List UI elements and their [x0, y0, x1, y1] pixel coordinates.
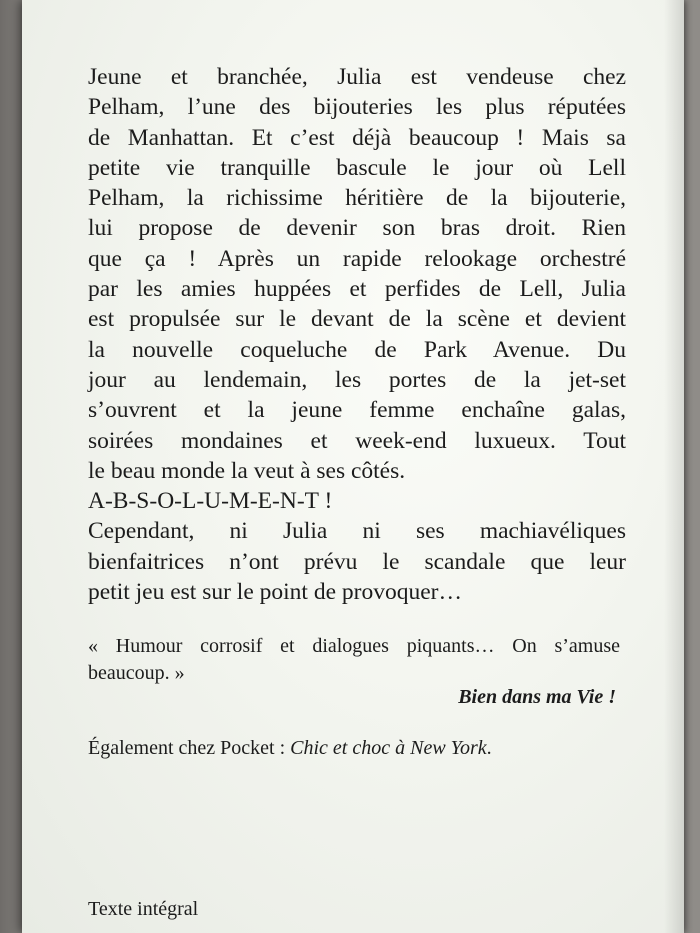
blurb-line: le beau monde la veut à ses côtés. [88, 457, 406, 484]
blurb-line: petit jeu est sur le point de provoquer… [88, 579, 462, 606]
blurb-line: jour au lendemain, les portes de la jet-set [88, 366, 626, 393]
blurb-line: soirées mondaines et week-end luxueux. Tout [88, 427, 626, 454]
quote-line: beaucoup. » [88, 662, 185, 684]
also-available-note [88, 737, 628, 760]
blurb-line: que ça ! Après un rapide relookage orchestré [88, 245, 626, 272]
blurb-line: petite vie tranquille bascule le jour où Lell [88, 154, 626, 181]
blurb-line: Pelham, l’une des bijouteries les plus réputées [88, 94, 626, 121]
cover-edge-shadow [664, 0, 684, 933]
also-suffix: . [486, 737, 492, 759]
also-prefix: Également chez Pocket : [88, 737, 291, 759]
blurb-line: lui propose de devenir son bras droit. Rien [88, 215, 626, 242]
blurb-line: est propulsée sur le devant de la scène et devient [88, 306, 626, 333]
quote-line: « Humour corrosif et dialogues piquants… On s’amuse [88, 635, 620, 657]
blurb-line: par les amies huppées et perfides de Lell, Julia [88, 276, 626, 303]
blurb-line: Cependant, ni Julia ni ses machiavéliques [88, 518, 626, 545]
blurb-line: Jeune et branchée, Julia est vendeuse chez [88, 64, 626, 90]
quote-source: Bien dans ma Vie ! [458, 686, 616, 708]
blurb-line: A-B-S-O-L-U-M-E-N-T ! [88, 488, 333, 515]
blurb-paragraph [88, 62, 626, 607]
blurb-line: bienfaitrices n’ont prévu le scandale que leur [88, 548, 626, 575]
blurb-line: la nouvelle coqueluche de Park Avenue. Du [88, 336, 626, 363]
press-quote [88, 633, 620, 687]
blurb-line: s’ouvrent et la jeune femme enchaîne galas, [88, 397, 626, 424]
footer-label: Texte intégral [88, 898, 199, 920]
blurb-line: de Manhattan. Et c’est déjà beaucoup ! Mais sa [88, 124, 626, 151]
blurb-line: Pelham, la richissime héritière de la bijouterie, [88, 185, 626, 212]
also-title: Chic et choc à New York [290, 737, 487, 759]
